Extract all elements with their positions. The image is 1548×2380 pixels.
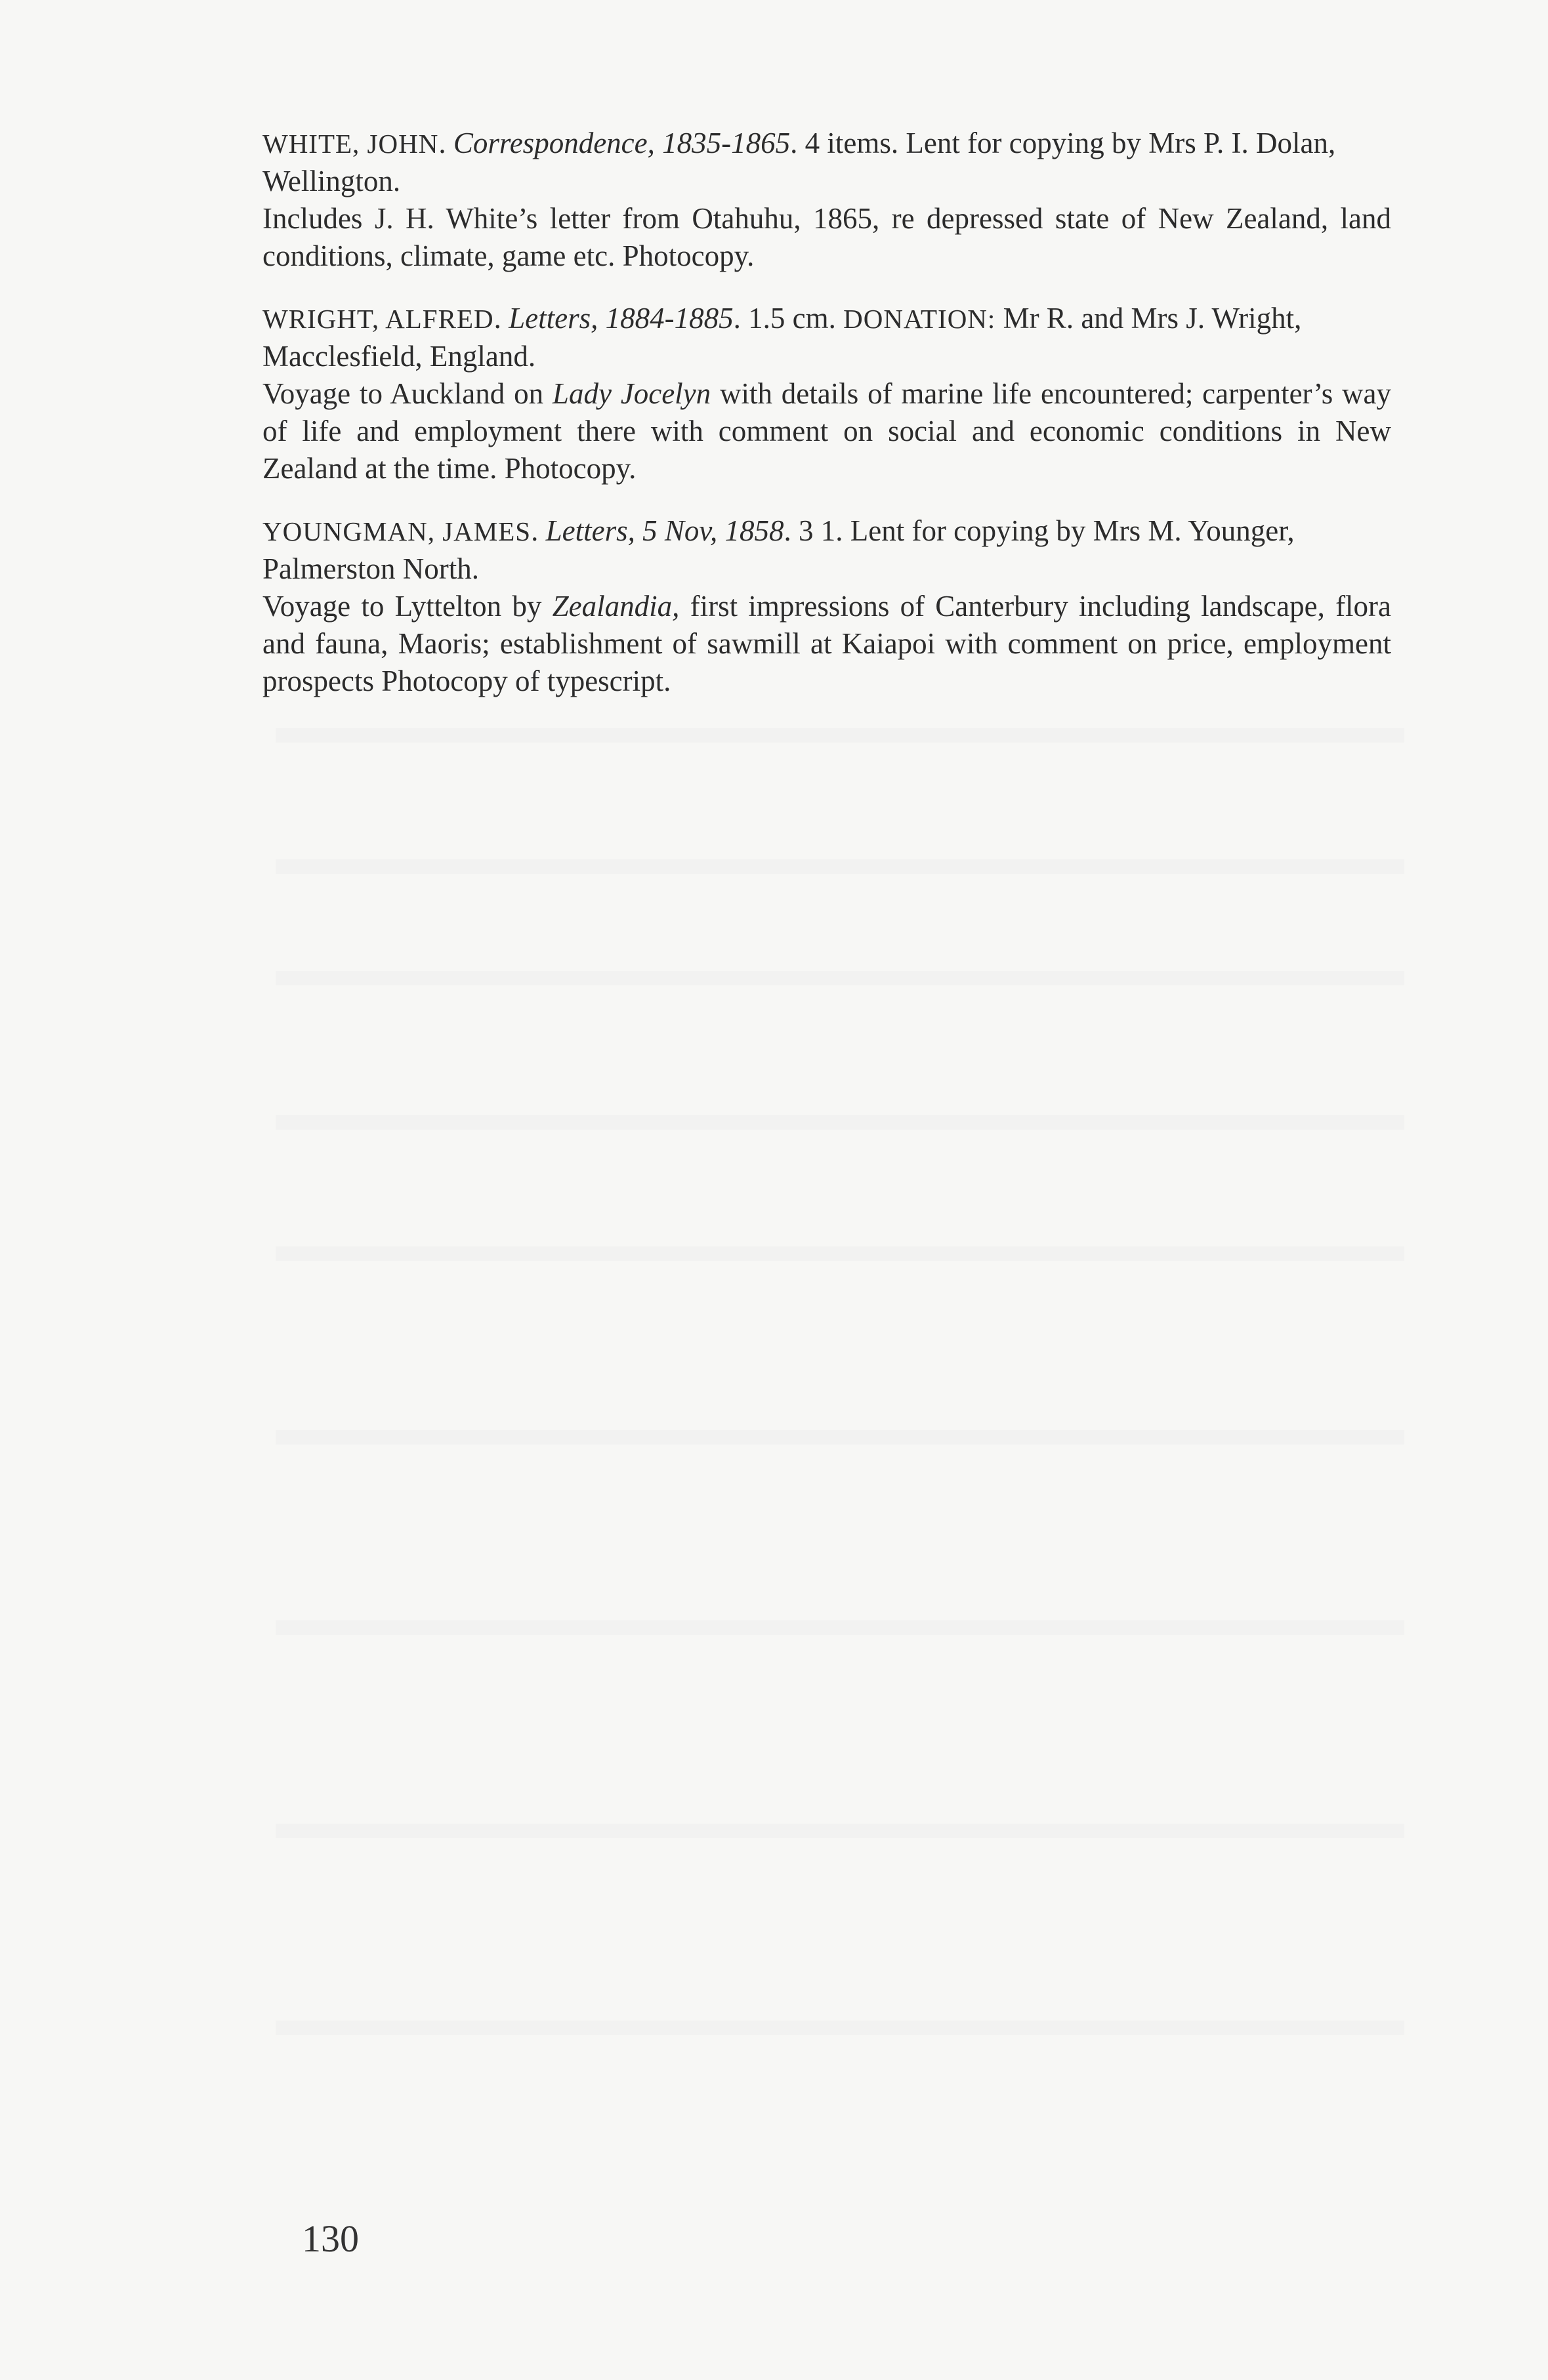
entry-description (262, 588, 1391, 700)
entry-name: WHITE, JOHN (262, 129, 439, 159)
show-through (276, 1430, 1404, 1445)
catalogue-entry (262, 512, 1391, 700)
page-number: 130 (302, 2217, 359, 2260)
catalogue-entry (262, 125, 1391, 275)
entry-details: 4 items. Lent for copying by Mrs P. I. Dolan, Wellington. (262, 127, 1336, 197)
show-through (276, 2021, 1404, 2035)
show-through (276, 728, 1404, 743)
show-through (276, 971, 1404, 985)
entry-description: Includes J. H. White’s letter from Otahuhu, 1865, re depressed state of New Zealand, land conditions, climate, game etc. Photocopy. (262, 202, 1391, 272)
entry-title: Letters, 5 Nov, 1858 (545, 514, 784, 547)
show-through (276, 1115, 1404, 1130)
description-text: first impressions of Canterbury including landscape, flora and fauna, Maoris; establishment of sawmill at Kaiapoi with comment on price, employment prospects Photocopy of typescript. (262, 590, 1392, 697)
entry-name: WRIGHT, ALFRED (262, 304, 494, 334)
description-text: Voyage to Lyttelton by (262, 590, 542, 623)
donation-label: DONATION: (843, 304, 996, 334)
show-through (276, 859, 1404, 874)
entry-details: 1.5 cm. (748, 302, 836, 335)
description-text: with details of marine life encountered; carpenter’s way of life and employment there with comment on social and economic conditions in New Zealand at the time. Photocopy. (262, 377, 1392, 485)
entry-heading: YOUNGMAN, JAMES. Letters, 5 Nov, 1858. 3 1. Lent for copying by Mrs M. Younger, Palmerston North. (262, 514, 1295, 585)
entry-title: Letters, 1884-1885 (509, 302, 734, 335)
entry-name: YOUNGMAN, JAMES (262, 516, 532, 546)
ship-name: Lady Jocelyn (552, 377, 711, 410)
entry-details: 3 1. Lent for copying by Mrs M. Younger, Palmerston North. (262, 514, 1295, 585)
page-content (262, 125, 1391, 725)
entry-title: Correspondence, 1835-1865 (453, 127, 791, 159)
show-through (276, 1246, 1404, 1261)
show-through (276, 1620, 1404, 1635)
description-text: Voyage to Auckland on (262, 377, 544, 410)
entry-heading: WHITE, JOHN. Correspondence, 1835-1865. 4 items. Lent for copying by Mrs P. I. Dolan, Wellington. (262, 127, 1336, 197)
entry-donor: Mr R. and Mrs J. Wright, Macclesfield, England. (262, 302, 1302, 373)
ship-name: Zealandia, (552, 590, 680, 623)
catalogue-entry (262, 300, 1391, 487)
entry-heading: WRIGHT, ALFRED. Letters, 1884-1885. 1.5 cm. DONATION: Mr R. and Mrs J. Wright, Macclesfield, England. (262, 302, 1302, 373)
show-through (276, 1824, 1404, 1838)
entry-description (262, 375, 1391, 487)
